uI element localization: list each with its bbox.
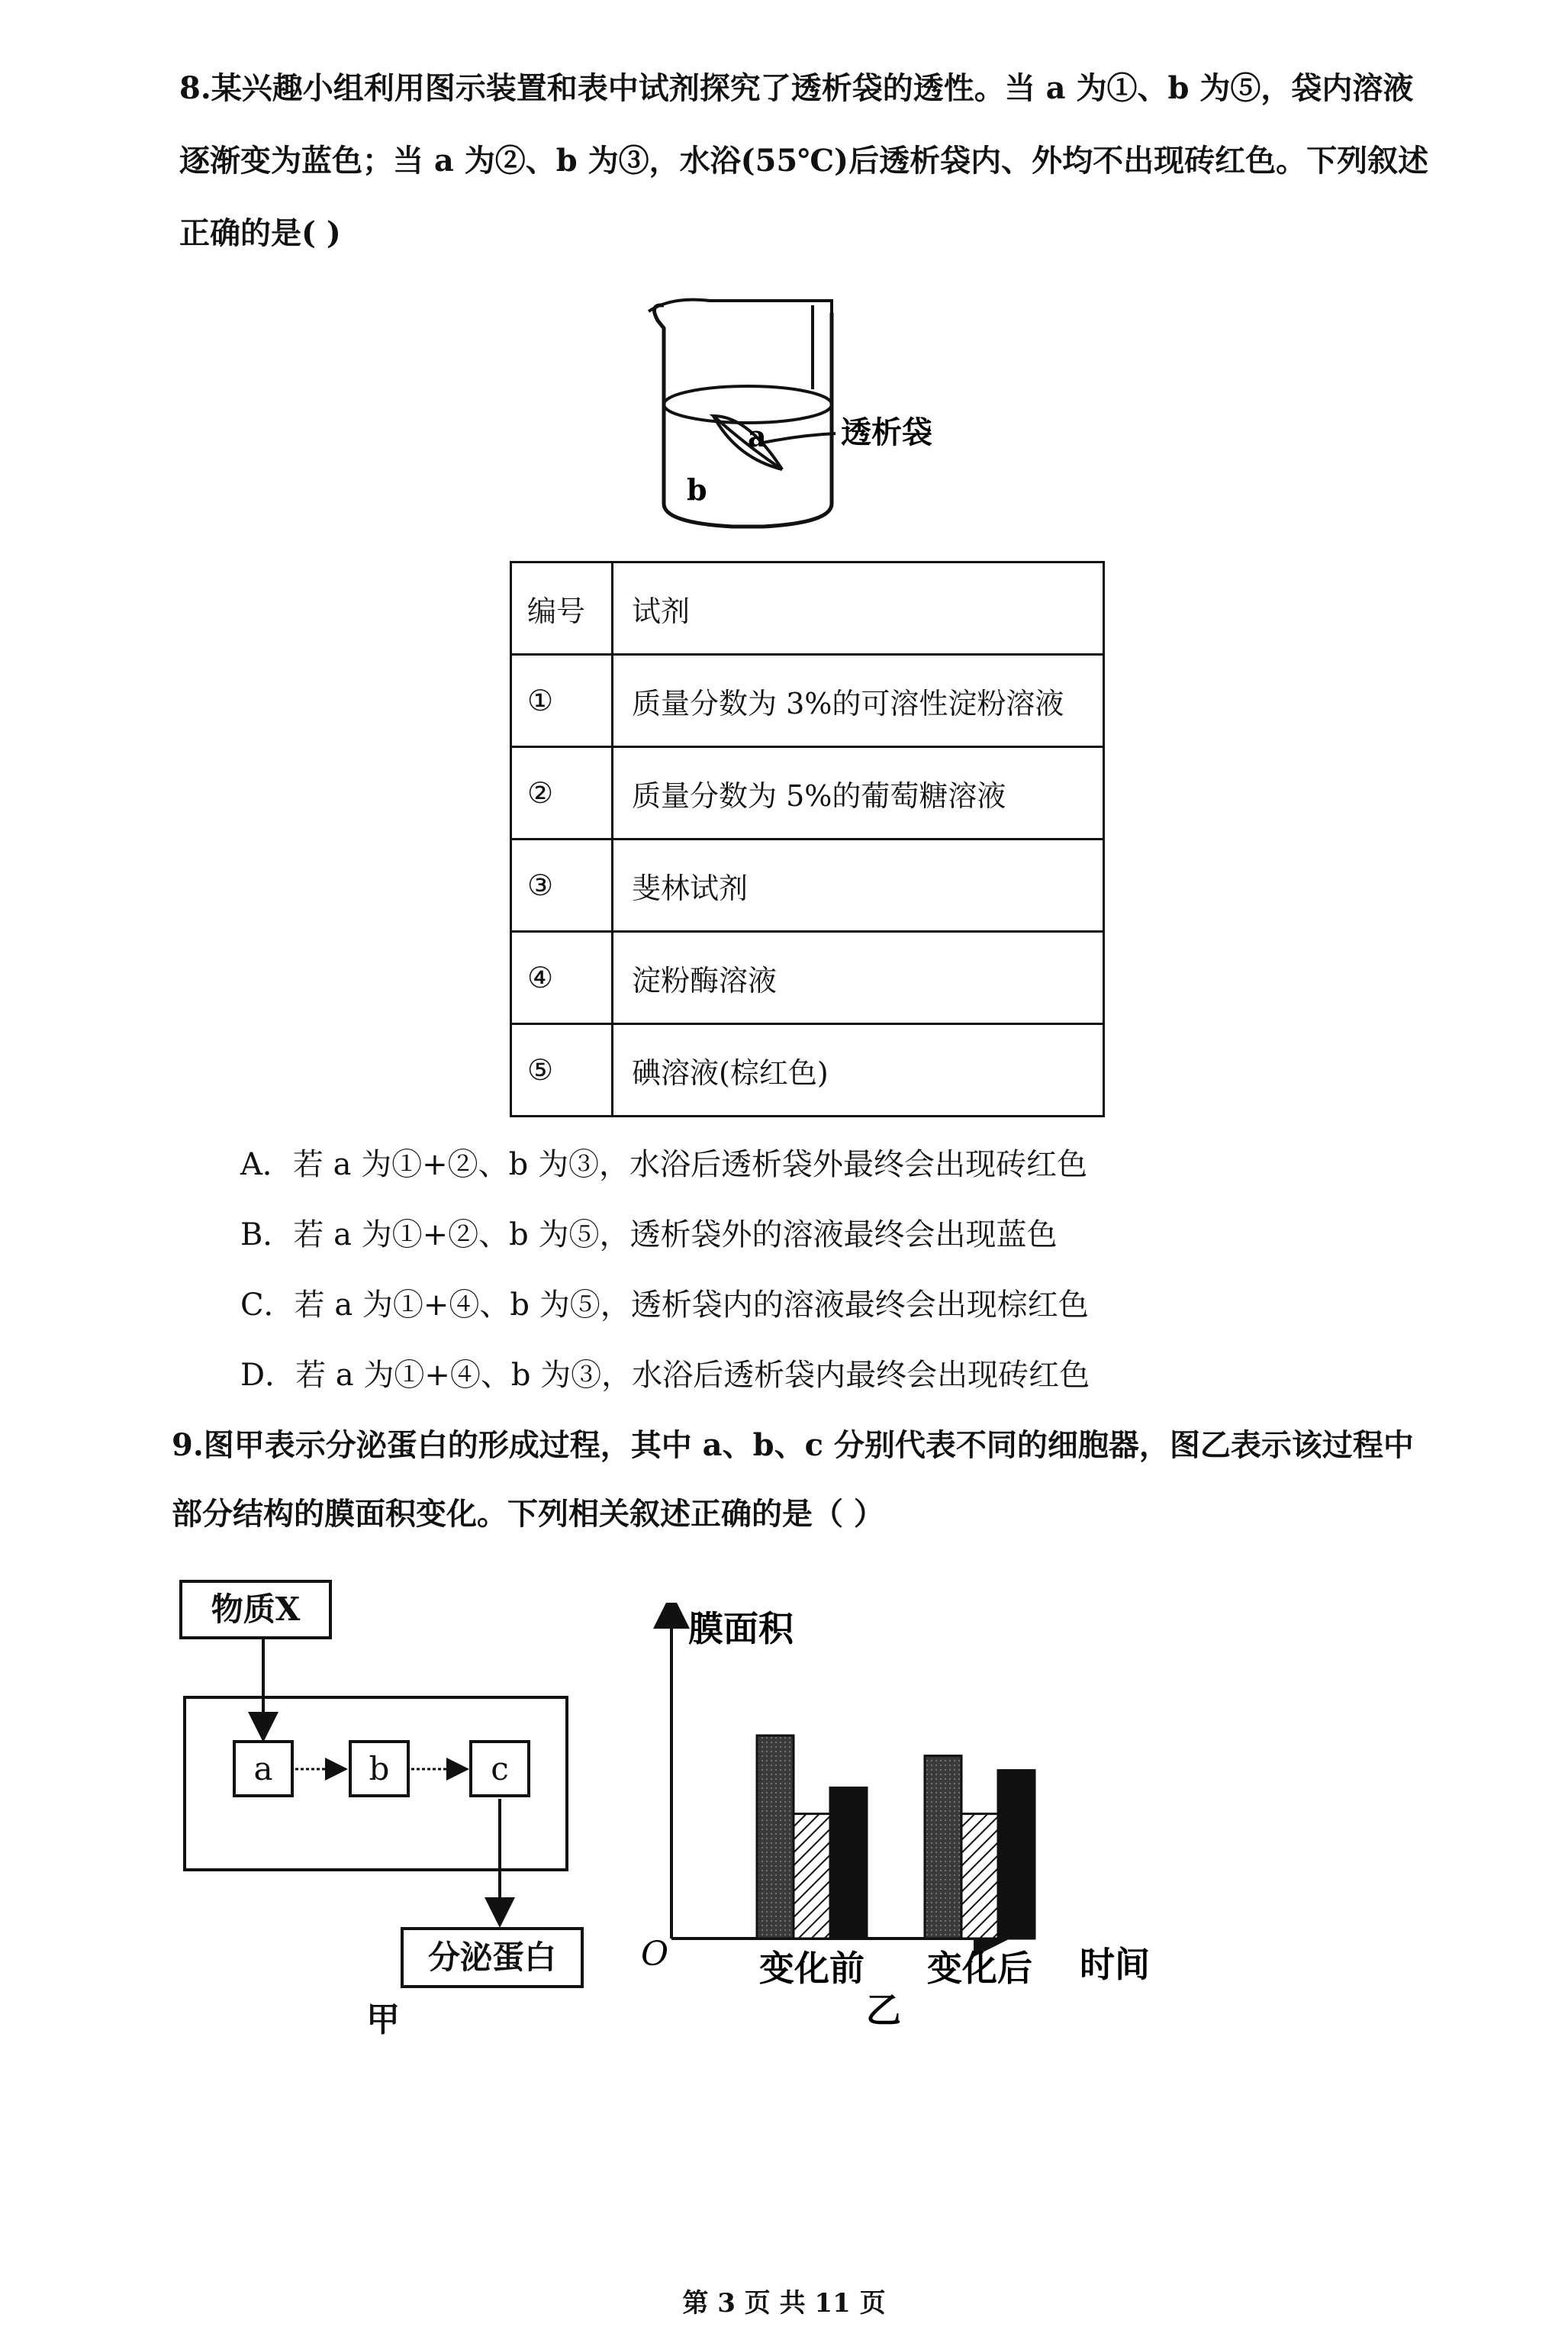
bar-2-2 bbox=[961, 1814, 998, 1939]
table-cell-number: ① bbox=[511, 655, 613, 747]
membrane-area-chart bbox=[641, 1603, 1190, 2030]
liquid-surface bbox=[664, 386, 832, 423]
q8-line-1: 8.某兴趣小组利用图示装置和表中试剂探究了透析袋的透性。当 a 为①、b 为⑤，袋内溶液 bbox=[179, 70, 1414, 106]
bar-1-2 bbox=[794, 1814, 830, 1939]
table-cell-reagent: 质量分数为 3%的可溶性淀粉溶液 bbox=[613, 655, 1104, 747]
bar-2-1 bbox=[925, 1756, 961, 1939]
q8-line-2: 逐渐变为蓝色；当 a 为②、b 为③，水浴(55℃)后透析袋内、外均不出现砖红色。下列叙述 bbox=[179, 143, 1429, 179]
table-row bbox=[511, 655, 1104, 747]
q8-line-3: 正确的是( ) bbox=[179, 215, 341, 251]
table-cell-number: ③ bbox=[511, 840, 613, 932]
q8-option-d: D．若 a 为①+④、b 为③，水浴后透析袋内最终会出现砖红色 bbox=[240, 1358, 1090, 1393]
table-cell-number: ⑤ bbox=[511, 1024, 613, 1117]
page-footer: 第 3 页 共 11 页 bbox=[682, 2288, 886, 2319]
x-tick-label: 变化后 bbox=[927, 1948, 1032, 1989]
reagent-table bbox=[510, 561, 1105, 1117]
table-cell-reagent: 斐林试剂 bbox=[613, 840, 1104, 932]
bag-pointer-line bbox=[763, 433, 836, 443]
substance-x-box: 物质X bbox=[179, 1580, 332, 1639]
label-dialysis-bag: 透析袋 bbox=[841, 415, 932, 450]
label-a: a bbox=[748, 419, 767, 453]
q9-line-2: 部分结构的膜面积变化。下列相关叙述正确的是（ ） bbox=[172, 1496, 884, 1532]
q8-option-a: A．若 a 为①+②、b 为③，水浴后透析袋外最终会出现砖红色 bbox=[240, 1147, 1087, 1182]
table-row bbox=[511, 1024, 1104, 1117]
table-header-row bbox=[511, 562, 1104, 655]
table-cell-reagent: 淀粉酶溶液 bbox=[613, 932, 1104, 1024]
diagram-jia-arrows bbox=[179, 1580, 607, 2007]
bar-2-3 bbox=[998, 1771, 1035, 1939]
beaker-rim bbox=[649, 300, 832, 321]
x-tick-label: 变化前 bbox=[759, 1948, 864, 1989]
bar-1-1 bbox=[757, 1735, 794, 1939]
caption-jia: 甲 bbox=[366, 2000, 400, 2039]
table-cell-number: ② bbox=[511, 747, 613, 840]
q8-option-b: B．若 a 为①+②、b 为⑤，透析袋外的溶液最终会出现蓝色 bbox=[240, 1217, 1058, 1252]
organelle-a-box: a bbox=[233, 1740, 294, 1797]
q9-line-1: 9.图甲表示分泌蛋白的形成过程，其中 a、b、c 分别代表不同的细胞器，图乙表示该过程中 bbox=[172, 1427, 1414, 1463]
table-header-reagent: 试剂 bbox=[613, 562, 1104, 655]
origin-label: O bbox=[641, 1935, 669, 1974]
table-row bbox=[511, 932, 1104, 1024]
table-cell-number: ④ bbox=[511, 932, 613, 1024]
table-cell-reagent: 质量分数为 5%的葡萄糖溶液 bbox=[613, 747, 1104, 840]
y-axis-label: 膜面积 bbox=[688, 1608, 794, 1649]
x-axis-label: 时间 bbox=[1080, 1944, 1150, 1985]
caption-yi: 乙 bbox=[866, 1990, 901, 2030]
organelle-c-box: c bbox=[469, 1740, 530, 1797]
table-cell-reagent: 碘溶液(棕红色) bbox=[613, 1024, 1104, 1117]
secretory-protein-box: 分泌蛋白 bbox=[401, 1927, 584, 1988]
table-row bbox=[511, 840, 1104, 932]
bar-1-3 bbox=[830, 1787, 867, 1939]
label-b: b bbox=[687, 472, 707, 507]
organelle-b-box: b bbox=[349, 1740, 410, 1797]
diagram-jia bbox=[179, 1580, 607, 2039]
table-header-number: 编号 bbox=[511, 562, 613, 655]
q8-option-c: C．若 a 为①+④、b 为⑤，透析袋内的溶液最终会出现棕红色 bbox=[240, 1288, 1089, 1323]
table-row bbox=[511, 747, 1104, 840]
beaker-figure bbox=[641, 290, 1038, 542]
